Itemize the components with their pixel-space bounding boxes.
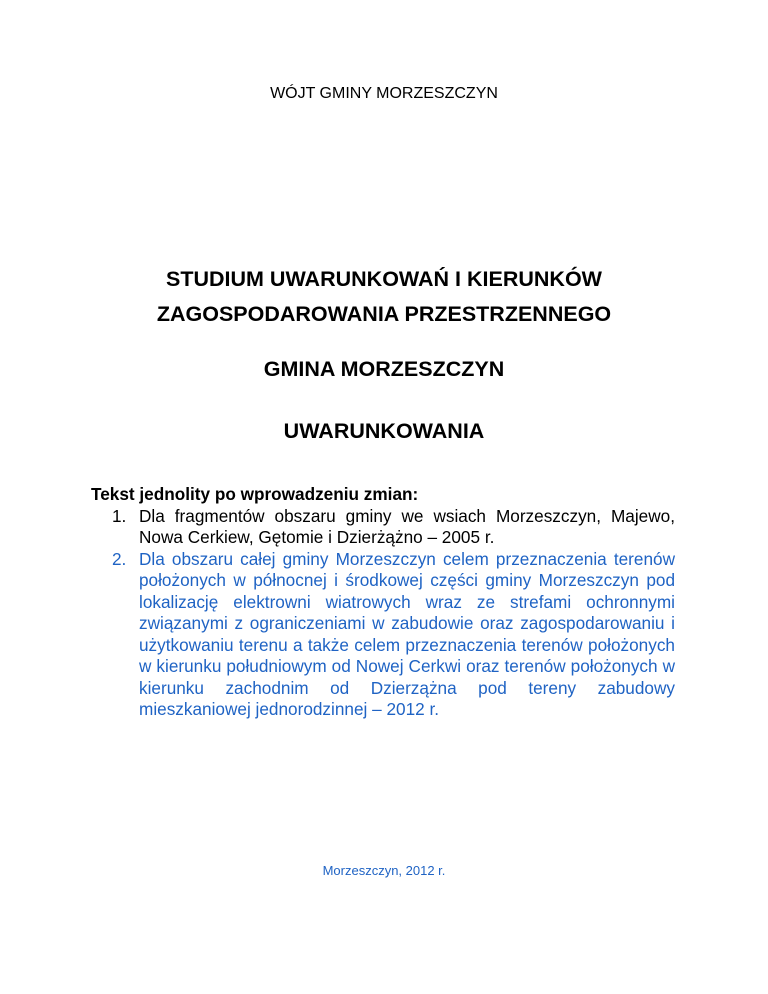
amendments-block (91, 484, 675, 721)
municipality-name: GMINA MORZESZCZYN (263, 357, 505, 381)
amendment-number: 1. (112, 505, 127, 526)
document-title-line-2: ZAGOSPODAROWANIA PRZESTRZENNEGO (156, 302, 612, 326)
amendments-list (91, 506, 675, 721)
document-title (0, 262, 768, 332)
amendment-number: 2. (112, 548, 127, 569)
amendment-item-1 (91, 506, 675, 549)
document-title-line-1: STUDIUM UWARUNKOWAŃ I KIERUNKÓW (166, 267, 602, 291)
issuing-authority: WÓJT GMINY MORZESZCZYN (270, 85, 498, 102)
amendments-intro: Tekst jednolity po wprowadzeniu zmian: (91, 484, 419, 504)
section-title: UWARUNKOWANIA (283, 419, 485, 443)
place-and-date: Morzeszczyn, 2012 r. (322, 863, 446, 878)
amendment-text: Dla fragmentów obszaru gminy we wsiach Morzeszczyn, Majewo, Nowa Cerkiew, Gętomie i Dzierżążno – 2005 r. (139, 505, 675, 547)
amendment-item-2 (91, 549, 675, 721)
amendment-text: Dla obszaru całej gminy Morzeszczyn celem przeznaczenia terenów położonych w północnej i środkowej części gminy Morzeszczyn pod lokalizację elektrowni wiatrowych wraz ze strefami ochronnymi związanymi z ograniczeniami w zabudowie oraz zagospodarowaniu i użytkowaniu terenu a także celem przeznaczenia terenów położonych w kierunku południowym od Nowej Cerkwi oraz terenów położonych w kierunku zachodnim od Dzierzążna pod tereny zabudowy mieszkaniowej jednorodzinnej – 2012 r. (139, 548, 675, 719)
